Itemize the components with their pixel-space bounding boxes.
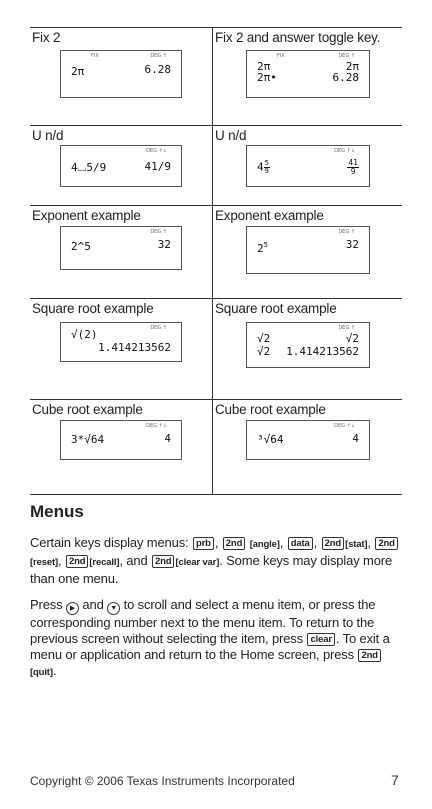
paragraph-menus-intro: Certain keys display menus: prb , 2nd [angle], data , 2nd [stat], 2nd[reset], 2nd [recall], and 2nd [clear var]. Some keys may display more than one menu. [30, 535, 402, 587]
clear-key: clear [307, 633, 334, 646]
reset-key-label: [reset] [30, 557, 58, 568]
result-text: 41/9 [144, 160, 171, 173]
calculator-screen [246, 145, 370, 187]
table-row [30, 400, 402, 494]
mode-indicator: DEG ↑ [150, 229, 167, 235]
result-text: 32 [157, 238, 171, 251]
stat-key-label: [stat] [345, 539, 368, 550]
page-number: 7 [391, 772, 399, 788]
entry-text: √(2) [71, 328, 98, 341]
result-fraction: $\frac{41}{9}$ [348, 158, 358, 176]
fix-indicator: FIX [277, 53, 285, 59]
mode-indicator: DEG ↑↓ [146, 423, 167, 429]
table-row [30, 28, 402, 126]
result-text: 32 [345, 238, 359, 251]
cell-caption: Exponent example [32, 208, 141, 223]
down-arrow-key-icon: ▼ [107, 602, 120, 615]
table-cell [30, 126, 213, 205]
mode-indicator: DEG ↑↓ [146, 148, 167, 154]
second-key: 2nd [375, 537, 397, 550]
entry-text: 3*√64 [71, 433, 105, 446]
calculator-screen [246, 420, 370, 460]
entry-text: 2π• [257, 71, 277, 84]
right-arrow-key-icon: ▶ [66, 602, 79, 615]
result-text: 2π [345, 60, 359, 73]
mode-indicator: DEG ↑↓ [334, 423, 355, 429]
entry-text: 4⌴5/9 [71, 161, 107, 174]
mode-indicator: DEG ↑ [338, 53, 355, 59]
result-text: 6.28 [332, 71, 359, 84]
table-cell [213, 126, 398, 205]
cell-caption: Exponent example [215, 208, 324, 223]
second-key: 2nd [322, 537, 344, 550]
result-text: 4 [164, 432, 171, 445]
calculator-screen [60, 145, 182, 187]
cell-caption: Fix 2 and answer toggle key. [215, 30, 381, 45]
entry-text: √2 [257, 345, 271, 358]
table-cell [213, 206, 398, 298]
result-text: 1.414213562 [98, 341, 171, 354]
calculator-screen [246, 322, 370, 368]
table-cell [30, 206, 213, 298]
cell-caption: U n/d [32, 128, 64, 143]
power-expression: $2^5$ [257, 241, 268, 255]
second-key: 2nd [66, 555, 88, 568]
whole-part: 4 [257, 160, 264, 174]
table-row [30, 299, 402, 400]
mode-indicator: DEG ↑ [150, 53, 167, 59]
result-text: 1.414213562 [286, 345, 359, 358]
calculator-screen [60, 420, 182, 460]
entry-text: 2^5 [71, 240, 91, 253]
calculator-screen [246, 50, 370, 98]
mixed-number [257, 160, 270, 175]
calculator-screen [60, 322, 182, 362]
result-text: 6.28 [144, 63, 171, 76]
table-cell [213, 28, 398, 125]
table-cell [30, 400, 213, 494]
paragraph-menu-navigation: Press ▶ and ▼ to scroll and select a menu item, or press the corresponding number next to the menu item. To return to the previous screen without selecting the item, press clear . To exit a menu or application and return to the Home screen, press 2nd[quit]. [30, 597, 390, 678]
result-text: √2 [345, 332, 359, 345]
fix-indicator: FIX [91, 53, 99, 59]
second-key: 2nd [152, 555, 174, 568]
cell-caption: U n/d [215, 128, 247, 143]
recall-key-label: [recall] [89, 557, 120, 568]
result-text: 4 [352, 432, 359, 445]
mode-indicator: DEG ↑ [338, 325, 355, 331]
data-key: data [288, 537, 313, 550]
mode-indicator: DEG ↑ [338, 229, 355, 235]
entry-text: ³√64 [257, 433, 284, 446]
entry-text: √2 [257, 332, 271, 345]
cell-caption: Square root example [32, 301, 154, 316]
cell-caption: Fix 2 [32, 30, 61, 45]
fraction: $\frac{5}{9}$ [264, 159, 269, 175]
mode-indicator: DEG ↑ [150, 325, 167, 331]
quit-key-label: [quit] [30, 667, 53, 678]
table-row [30, 126, 402, 206]
copyright-footer: Copyright © 2006 Texas Instruments Incorporated [30, 774, 295, 788]
cell-caption: Cube root example [32, 402, 143, 417]
entry-text: 2π [71, 65, 85, 78]
table-cell [213, 299, 398, 399]
prb-key: prb [193, 537, 214, 550]
table-row [30, 206, 402, 299]
calculator-screen [60, 50, 182, 98]
table-cell [30, 28, 213, 125]
cell-caption: Cube root example [215, 402, 326, 417]
second-key: 2nd [358, 649, 380, 662]
table-cell [213, 400, 398, 494]
mode-indicator: DEG ↑↓ [334, 148, 355, 154]
examples-table [30, 27, 402, 495]
calculator-screen [246, 226, 370, 274]
angle-key-label: [angle] [249, 539, 280, 550]
second-key: 2nd [223, 537, 245, 550]
clear-var-key-label: [clear var] [175, 557, 220, 568]
entry-text: 2π [257, 60, 271, 73]
table-cell [30, 299, 213, 399]
calculator-screen [60, 226, 182, 270]
cell-caption: Square root example [215, 301, 337, 316]
section-heading: Menus [30, 502, 84, 521]
